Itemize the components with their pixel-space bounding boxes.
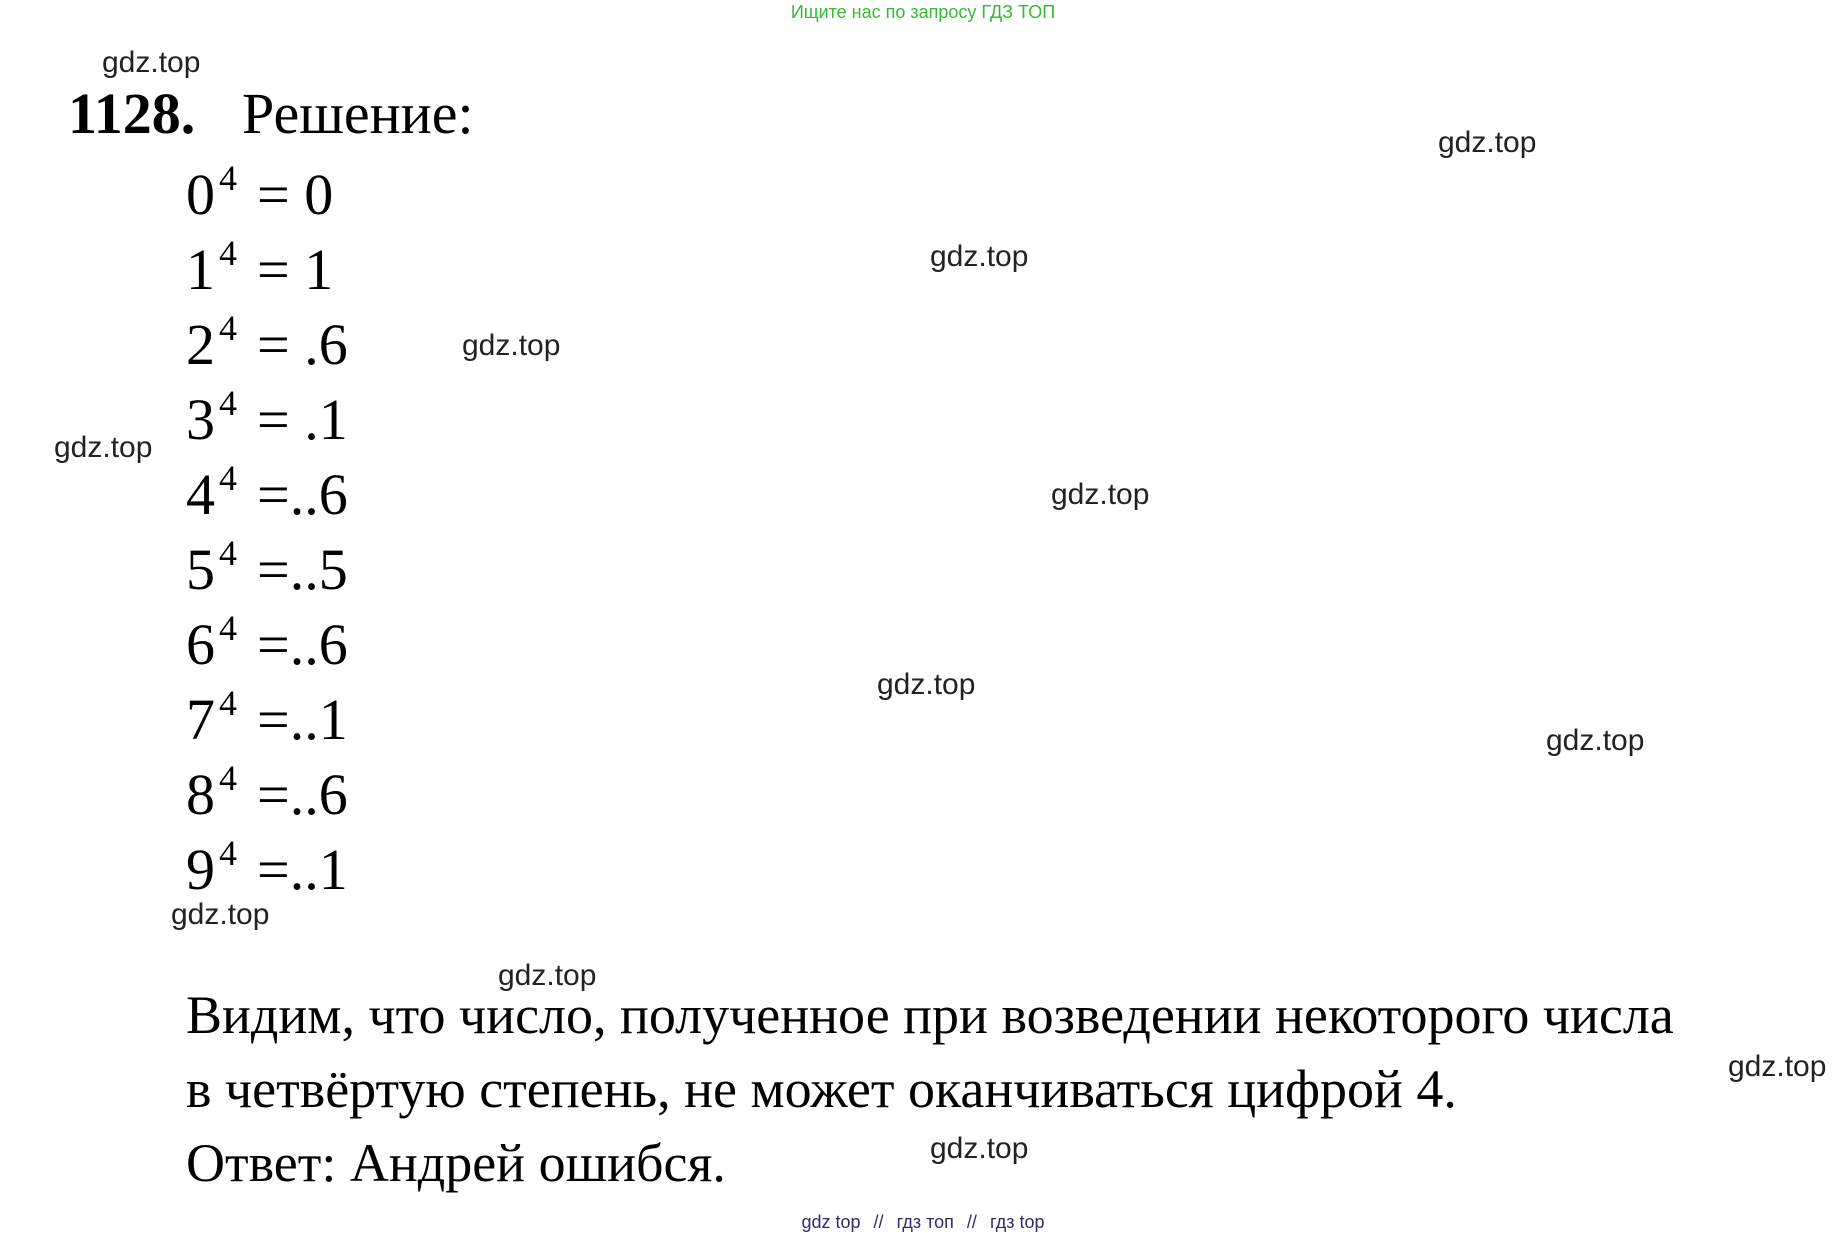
equation-result: =..5 [257,537,348,602]
top-banner: Ищите нас по запросу ГДЗ ТОП [790,2,1056,22]
watermark: gdz.top [102,46,201,79]
equation-base: 2 [186,312,215,377]
footer-link-gdz-top[interactable]: gdz top [801,1212,861,1232]
watermark: gdz.top [1546,724,1645,757]
equation-result: =..1 [257,687,348,752]
equation-exponent: 4 [219,833,237,873]
watermark: gdz.top [462,329,561,362]
equation-exponent: 4 [219,758,237,798]
watermark: gdz.top [930,1132,1029,1165]
watermark: gdz.top [930,240,1029,273]
watermark: gdz.top [877,668,976,701]
equation-7 [186,683,348,752]
answer-line: Ответ: Андрей ошибся. [186,1133,726,1193]
equation-5 [186,533,348,602]
watermark: gdz.top [1728,1050,1827,1083]
footer-links [0,1212,1846,1233]
conclusion-line-1: Видим, что число, полученное при возведении некоторого числа [186,985,1674,1045]
equation-base: 6 [186,612,215,677]
equation-result: =..6 [257,462,348,527]
footer-link-gdz-top-mixed[interactable]: гдз top [989,1212,1045,1232]
equation-result: =..6 [257,762,348,827]
conclusion-line-2: в четвёртую степень, не может оканчиваться цифрой 4. [186,1059,1457,1119]
footer-link-gdz-top-ru[interactable]: гдз топ [896,1212,954,1232]
footer-separator: // [966,1212,977,1232]
equation-4 [186,458,348,527]
equation-base: 5 [186,537,215,602]
solution-label: Решение: [242,81,474,146]
equation-base: 3 [186,387,215,452]
equation-base: 7 [186,687,215,752]
problem-number: 1128. [68,81,196,146]
equation-0 [186,158,334,227]
equation-1 [186,233,334,302]
equation-6 [186,608,348,677]
watermark: gdz.top [54,431,153,464]
equation-result: =..6 [257,612,348,677]
watermark: gdz.top [1051,478,1150,511]
watermark: gdz.top [498,959,597,992]
equation-exponent: 4 [219,233,237,273]
equation-result: = 0 [257,162,334,227]
equation-exponent: 4 [219,383,237,423]
equation-result: =..1 [257,837,348,902]
equation-9 [186,833,348,902]
equation-3 [186,383,348,452]
equation-result: = 1 [257,237,334,302]
watermark: gdz.top [1438,126,1537,159]
equation-base: 1 [186,237,215,302]
equation-base: 8 [186,762,215,827]
equation-result: = .6 [257,312,348,377]
equation-exponent: 4 [219,308,237,348]
equation-exponent: 4 [219,458,237,498]
equation-exponent: 4 [219,158,237,198]
equation-exponent: 4 [219,683,237,723]
footer-separator: // [873,1212,884,1232]
equation-base: 4 [186,462,215,527]
equation-exponent: 4 [219,533,237,573]
equation-base: 0 [186,162,215,227]
equation-exponent: 4 [219,608,237,648]
equation-base: 9 [186,837,215,902]
watermark: gdz.top [171,898,270,931]
equation-8 [186,758,348,827]
equation-result: = .1 [257,387,348,452]
equation-2 [186,308,348,377]
